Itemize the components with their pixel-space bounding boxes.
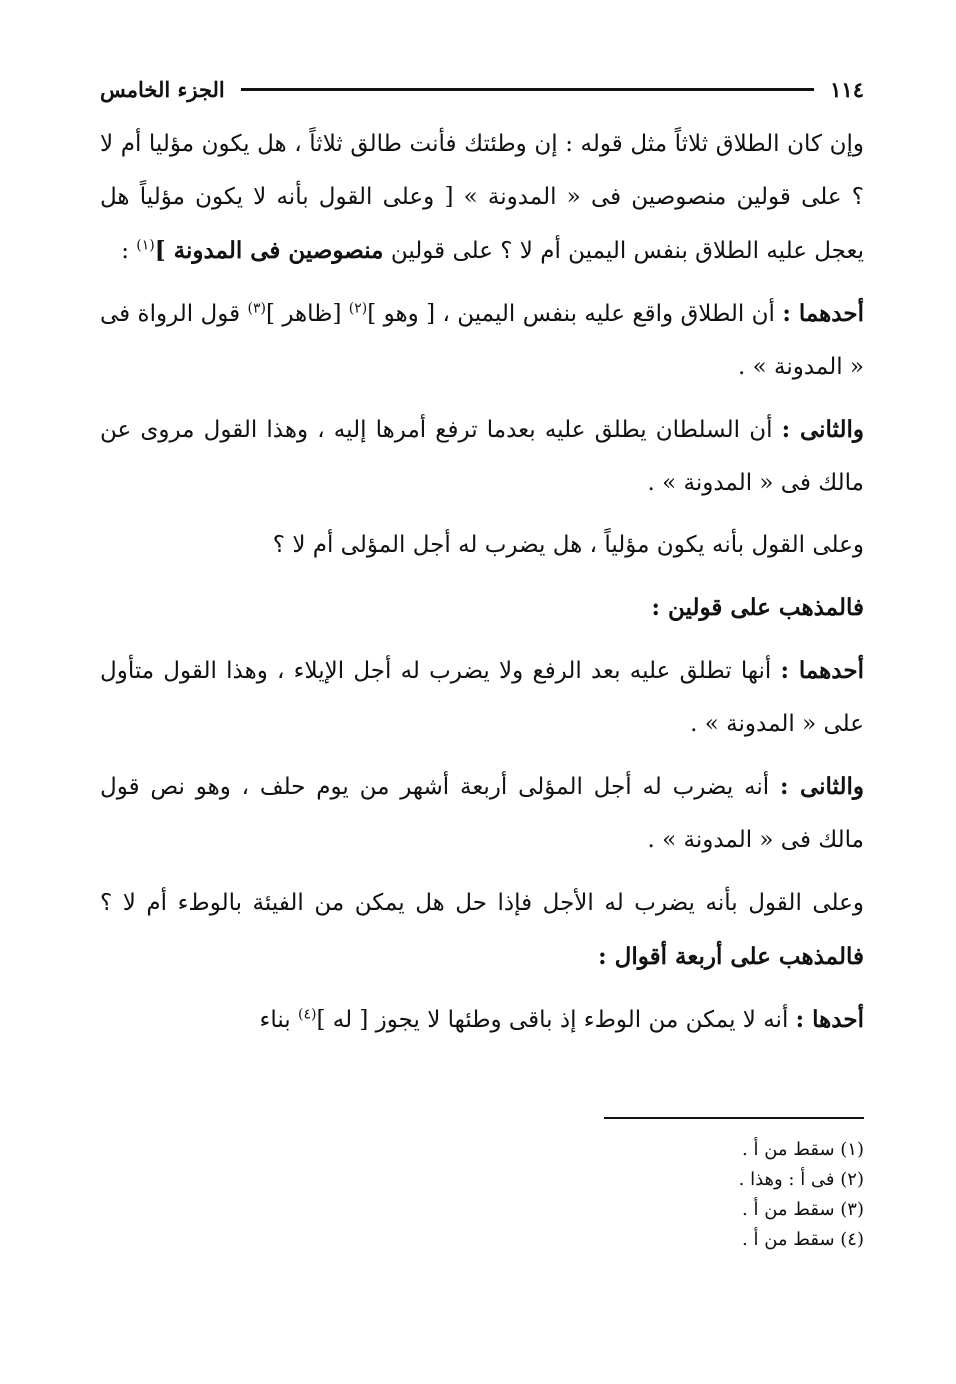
page-number: ١١٤ [830,76,864,102]
paragraph-tail: : [121,238,137,264]
paragraph-text: أنه يضرب له أجل المؤلى أربعة أشهر من يوم حلف ، وهو نص قول مالك فى « المدونة » . [100,774,864,853]
paragraph-2 [100,287,864,394]
paragraph-text: أن السلطان يطلق عليه بعدما ترفع أمرها إليه ، وهذا القول مروى عن مالك فى « المدونة » . [100,417,864,496]
footnote-1: (١) سقط من أ . [742,1139,864,1160]
paragraph-lead: أحدها : [795,1006,864,1033]
page-content [100,74,864,1056]
footnote-4: (٤) سقط من أ . [742,1229,864,1250]
header-rule [241,88,814,91]
footnote-3: (٣) سقط من أ . [742,1199,864,1220]
body-text [100,118,864,1047]
footnote-2: (٢) فى أ : وهذا . [738,1169,864,1190]
paragraph-lead: والثانى : [780,773,865,800]
paragraph-6 [100,644,864,751]
paragraph-9 [100,993,864,1047]
paragraph-text: أنها تطلق عليه بعد الرفع ولا يضرب له أجل الإيلاء ، وهذا القول متأول على « المدونة » . [100,658,864,737]
paragraph-7 [100,760,864,867]
footnote-rule [604,1117,864,1119]
paragraph-8 [100,876,864,984]
footnote-ref-3: (٣) [247,300,266,317]
paragraph-tail: بناء [259,1007,298,1033]
paragraph-text-2: [ظاهر ] [265,301,349,327]
paragraph-1 [100,118,864,278]
paragraph-text: وعلى القول بأنه يضرب له الأجل فإذا حل هل يمكن من الفيئة بالوطء أم لا ؟ [100,890,864,916]
paragraph-3 [100,403,864,510]
paragraph-text: أنه لا يمكن من الوطء إذ باقى وطئها لا يجوز [ له ] [316,1007,796,1033]
paragraph-text: أن الطلاق واقع عليه بنفس اليمين ، [ وهو ] [367,301,783,327]
paragraph-4 [100,519,864,572]
paragraph-text: وإن كان الطلاق ثلاثاً مثل قوله : إن وطئتك فأنت طالق ثلاثاً ، هل يكون مؤليا أم لا ؟ على قولين منصوصين فى « المدونة » [ وعلى القول بأنه لا يكون مؤلياً هل يعجل عليه الطلاق بنفس اليمين أم لا ؟ على قولين [100,131,864,264]
footnote-ref-4: (٤) [298,1006,317,1023]
paragraph-strong-text: فالمذهب على أربعة أقوال : [598,943,864,970]
paragraph-text: وعلى القول بأنه يكون مؤلياً ، هل يضرب له أجل المؤلى أم لا ؟ [272,532,864,558]
paragraph-5 [100,581,864,635]
paragraph-lead: أحدهما : [782,300,864,327]
footnote-ref-2: (٢) [348,300,368,317]
footnote-ref-1: (١) [136,237,155,254]
footnotes [600,1117,864,1255]
book-part-title: الجزء الخامس [100,76,225,102]
paragraph-lead: والثانى : [781,416,864,443]
paragraph-tail: قول الرواة فى « المدونة » . [100,301,864,380]
running-header [100,74,864,104]
paragraph-lead: فالمذهب على قولين : [651,594,864,621]
paragraph-strong-text: منصوصين فى المدونة ] [154,237,384,264]
paragraph-lead: أحدهما : [780,657,864,684]
